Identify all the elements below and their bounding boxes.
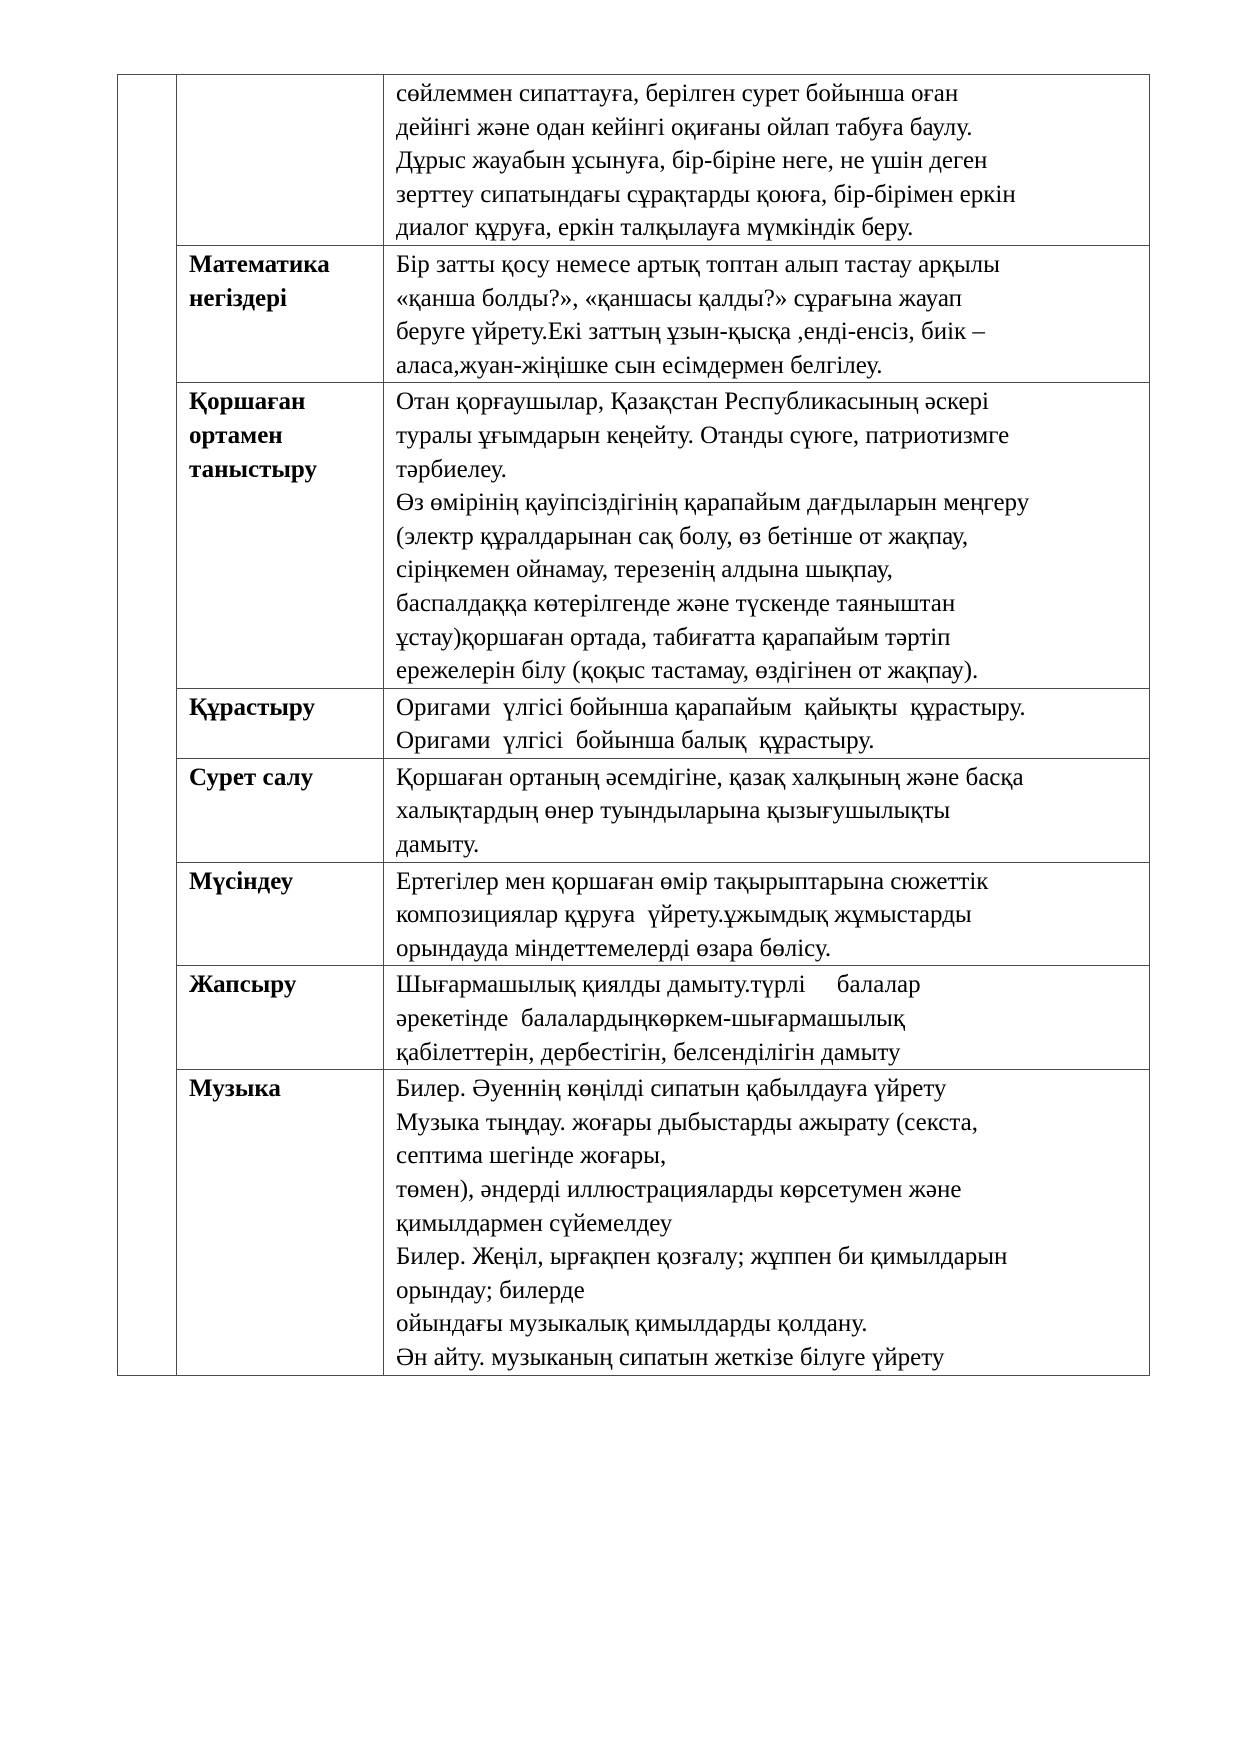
content-line: ойындағы музыкалық қимылдарды қолдану. [396, 1310, 868, 1338]
content-line: ұстау)қоршаған ортада, табиғатта қарапайым тәртіп [396, 623, 951, 651]
content-line: халықтардың өнер туындыларына қызығушылықты [396, 797, 951, 825]
content-line: баспалдаққа көтерілгенде және түскенде таяныштан [396, 589, 956, 617]
content-line: диалог құруға, еркін талқылауға мүмкіндік беру. [396, 214, 914, 242]
content-line: беруге үйрету.Екі заттың ұзын-қысқа ,енді-енсіз, биік – [396, 318, 985, 346]
subject-cell [177, 383, 384, 688]
content-cell [384, 862, 1150, 966]
lesson-plan-table [117, 74, 1150, 1376]
content-line: орындауда міндеттемелерді өзара бөлісу. [396, 934, 832, 962]
content-line: қабілеттерін, дербестігін, белсенділігін дамыту [396, 1038, 901, 1066]
content-line: Ән айту. музыканың сипатын жеткізе білуге үйрету [396, 1343, 945, 1371]
subject-name-line: Жапсыру [189, 971, 297, 999]
content-line: дамыту. [396, 831, 480, 859]
content-line: төмен), әндерді иллюстрацияларды көрсетумен және [396, 1176, 962, 1203]
content-line: септима шегінде жоғары, [396, 1142, 667, 1170]
content-line: ережелерін білу (қоқыс тастамау, өздігінен от жақпау). [396, 657, 979, 685]
content-line: Өз өмірінің қауіпсіздігінің қарапайым дағдыларын меңгеру [396, 489, 1030, 517]
content-line: (электр құралдарынан сақ болу, өз бетінше от жақпау, [396, 522, 969, 550]
content-cell [384, 688, 1150, 758]
content-cell [384, 1070, 1150, 1375]
content-line: композициялар құруға үйрету.ұжымдық жұмыстарды [396, 901, 972, 929]
subject-cell [177, 862, 384, 966]
subject-name-line: Құрастыру [189, 693, 316, 721]
subject-name-line: негіздері [189, 284, 287, 312]
content-line: сөйлеммен сипаттауға, берілген сурет бойынша оған [396, 80, 959, 107]
subject-name-line: Қоршаған [189, 388, 306, 416]
content-line: Оригами үлгісі бойынша балық құрастыру. [396, 727, 875, 755]
subject-name-line: ортамен [189, 421, 283, 449]
subject-name-line: таныстыру [189, 455, 317, 483]
content-line: орындау; билерде [396, 1276, 585, 1304]
content-line: Оригами үлгісі бойынша қарапайым қайықты құрастыру. [396, 693, 1026, 721]
plan-row [118, 758, 1150, 862]
row-number-cell [118, 75, 177, 1376]
content-line: сіріңкемен ойнамау, терезенің алдына шықпау, [396, 556, 893, 584]
content-line: «қанша болды?», «қаншасы қалды?» сұрағына жауап [396, 284, 962, 312]
content-line: Билер. Әуеннің көңілді сипатын қабылдауға үйрету [396, 1075, 947, 1103]
content-line: Бір затты қосу немесе артық топтан алып тастау арқылы [396, 250, 1000, 278]
content-line: аласа,жуан-жіңішке сын есімдермен белгілеу. [396, 351, 883, 379]
content-cell [384, 966, 1150, 1070]
plan-row [118, 966, 1150, 1070]
content-line: әрекетінде балалардыңкөркем-шығармашылық [396, 1005, 905, 1033]
content-line: тәрбиелеу. [396, 455, 507, 483]
subject-cell [177, 966, 384, 1070]
content-line: қимылдармен сүйемелдеу [396, 1209, 673, 1237]
subject-cell [177, 245, 384, 382]
subject-name-line: Сурет салу [189, 763, 314, 791]
content-line: дейінгі және одан кейінгі оқиғаны ойлап табуға баулу. [396, 113, 973, 141]
subject-name-line: Музыка [189, 1075, 281, 1103]
plan-row [118, 245, 1150, 382]
content-line: Қоршаған ортаның әсемдігіне, қазақ халқының және басқа [396, 763, 1024, 791]
subject-cell [177, 1070, 384, 1375]
content-line: Дұрыс жауабын ұсынуға, бір-біріне неге, не үшін деген [396, 147, 988, 175]
subject-name-line: Математика [189, 250, 330, 278]
subject-name-line: Мүсіндеу [189, 867, 294, 895]
content-line: Шығармашылық қиялды дамыту.түрлі балалар [396, 971, 921, 999]
content-cell [384, 758, 1150, 862]
plan-row [118, 75, 1150, 246]
content-line: туралы ұғымдарын кеңейту. Отанды сүюге, патриотизмге [396, 421, 1010, 449]
content-line: Музыка тыңдау. жоғары дыбыстарды ажырату (секста, [396, 1108, 978, 1136]
content-cell [384, 245, 1150, 382]
content-line: Отан қорғаушылар, Қазақстан Республикасының әскері [396, 388, 990, 416]
lesson-plan-body [118, 75, 1150, 1376]
content-line: зерттеу сипатындағы сұрақтарды қоюға, бір-бірімен еркін [396, 180, 1016, 208]
subject-cell [177, 758, 384, 862]
content-line: Билер. Жеңіл, ырғақпен қозғалу; жұппен би қимылдарын [396, 1243, 1008, 1271]
content-cell [384, 75, 1150, 246]
content-line: Ертегілер мен қоршаған өмір тақырыптарына сюжеттік [396, 867, 989, 895]
content-cell [384, 383, 1150, 688]
plan-row [118, 383, 1150, 688]
plan-row [118, 1070, 1150, 1375]
plan-row [118, 862, 1150, 966]
subject-cell [177, 688, 384, 758]
plan-row [118, 688, 1150, 758]
subject-cell [177, 75, 384, 246]
